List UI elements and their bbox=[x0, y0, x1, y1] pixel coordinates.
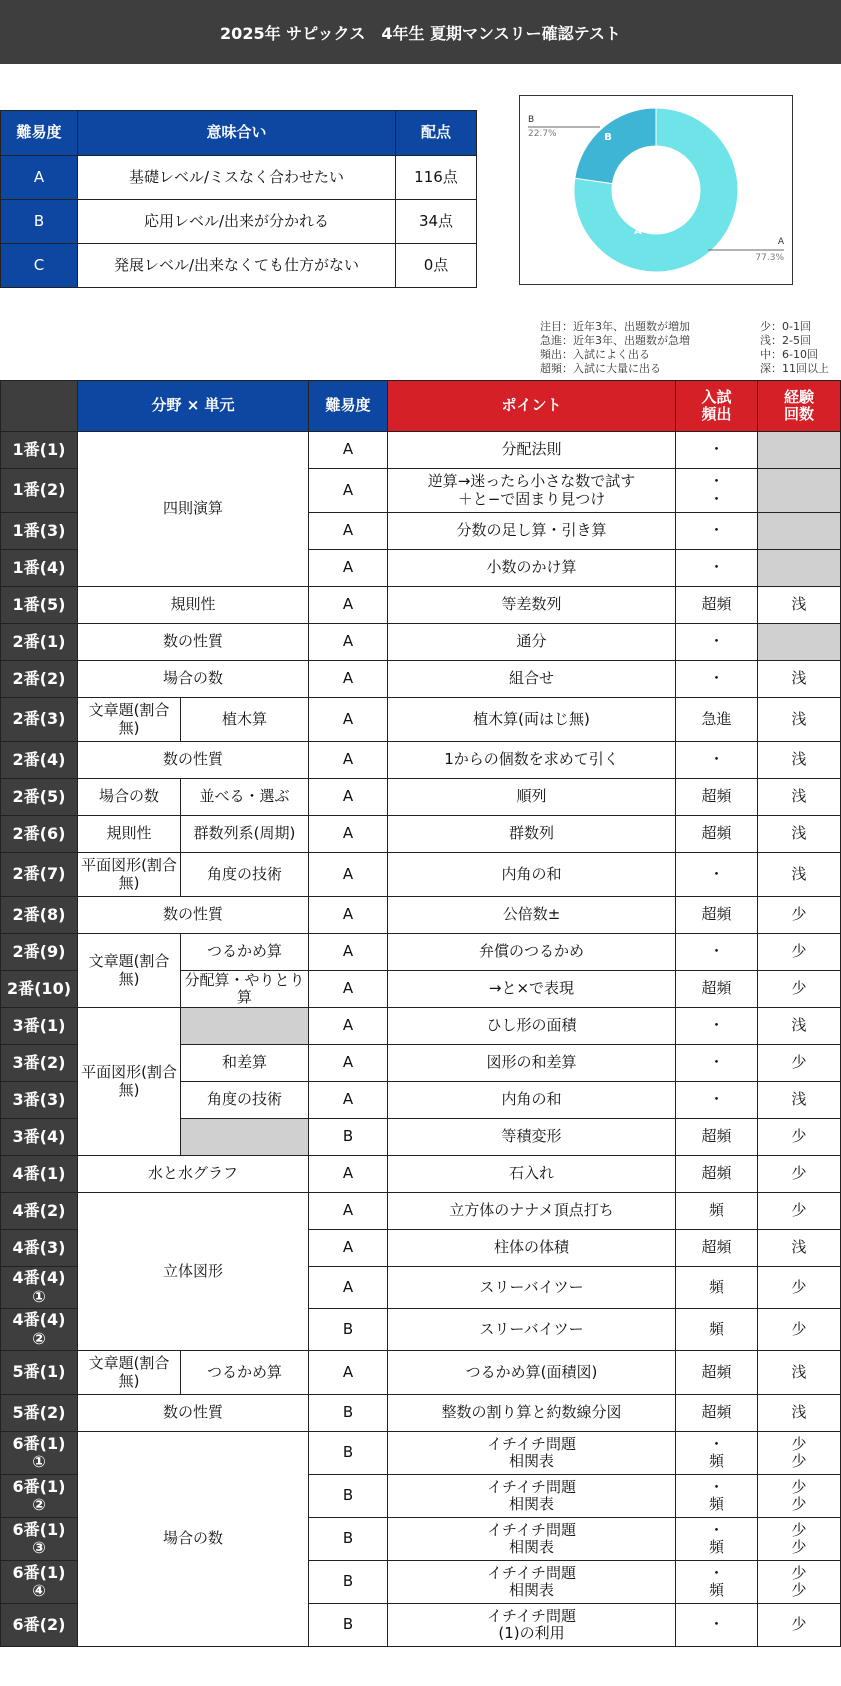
legend-experience bbox=[760, 320, 829, 376]
donut-svg bbox=[520, 96, 792, 284]
experience-cell: 少 bbox=[758, 1119, 841, 1156]
frequency-cell: ・ bbox=[676, 934, 758, 971]
table-row bbox=[1, 624, 841, 661]
legend-frequency bbox=[540, 320, 690, 376]
point-cell: 弁償のつるかめ bbox=[388, 934, 676, 971]
difficulty-cell: A bbox=[309, 1156, 388, 1193]
point-cell: 群数列 bbox=[388, 816, 676, 853]
frequency-cell: 超頻 bbox=[676, 816, 758, 853]
legend-line: 深：11回以上 bbox=[760, 362, 829, 375]
question-number: 1番(3) bbox=[1, 513, 78, 550]
difficulty-cell: A bbox=[309, 1082, 388, 1119]
experience-cell: 少 bbox=[758, 1267, 841, 1309]
field-cell: 平面図形(割合無) bbox=[78, 1008, 181, 1156]
frequency-cell: 超頻 bbox=[676, 1395, 758, 1432]
page-title: 2025年 サピックス 4年生 夏期マンスリー確認テスト bbox=[0, 0, 841, 64]
experience-cell: 少 bbox=[758, 1604, 841, 1647]
difficulty-cell: A bbox=[309, 742, 388, 779]
point-cell: 分数の足し算・引き算 bbox=[388, 513, 676, 550]
table-row bbox=[1, 1351, 841, 1395]
question-number: 2番(4) bbox=[1, 742, 78, 779]
difficulty-cell: A bbox=[309, 513, 388, 550]
difficulty-cell: B bbox=[309, 1395, 388, 1432]
frequency-cell: ・ bbox=[676, 624, 758, 661]
experience-cell: 少 少 bbox=[758, 1518, 841, 1561]
frequency-cell: ・ 頻 bbox=[676, 1475, 758, 1518]
value-label-b: 22.7% bbox=[528, 129, 557, 139]
experience-cell bbox=[758, 624, 841, 661]
table-row bbox=[1, 934, 841, 971]
question-number: 4番(1) bbox=[1, 1156, 78, 1193]
header-experience: 経験 回数 bbox=[758, 381, 841, 432]
question-number: 4番(3) bbox=[1, 1230, 78, 1267]
table-row bbox=[1, 779, 841, 816]
question-number: 6番(1) ③ bbox=[1, 1518, 78, 1561]
frequency-cell: 超頻 bbox=[676, 1119, 758, 1156]
question-number: 6番(1) ② bbox=[1, 1475, 78, 1518]
table-row bbox=[1, 1156, 841, 1193]
question-number: 2番(1) bbox=[1, 624, 78, 661]
question-number: 2番(8) bbox=[1, 897, 78, 934]
question-number: 6番(1) ① bbox=[1, 1432, 78, 1475]
difficulty-cell: B bbox=[309, 1475, 388, 1518]
value-label-a: 77.3% bbox=[755, 253, 784, 263]
table-row bbox=[1, 661, 841, 698]
unit-cell bbox=[181, 1119, 309, 1156]
question-number: 5番(1) bbox=[1, 1351, 78, 1395]
frequency-cell: ・ bbox=[676, 1045, 758, 1082]
field-cell: 平面図形(割合無) bbox=[78, 853, 181, 897]
experience-cell bbox=[758, 469, 841, 513]
experience-cell bbox=[758, 513, 841, 550]
question-number: 3番(3) bbox=[1, 1082, 78, 1119]
frequency-cell: ・ bbox=[676, 742, 758, 779]
frequency-cell: 超頻 bbox=[676, 971, 758, 1008]
field-cell: 文章題(割合無) bbox=[78, 934, 181, 1008]
slice-label-b: B bbox=[604, 132, 612, 143]
point-cell: 柱体の体積 bbox=[388, 1230, 676, 1267]
experience-cell: 浅 bbox=[758, 1008, 841, 1045]
point-cell: 逆算→迷ったら小さな数で試す ＋と−で固まり見つけ bbox=[388, 469, 676, 513]
difficulty-cell: A bbox=[309, 1008, 388, 1045]
point-cell: 石入れ bbox=[388, 1156, 676, 1193]
difficulty-cell: B bbox=[309, 1432, 388, 1475]
frequency-cell: 超頻 bbox=[676, 1230, 758, 1267]
outer-label-a: A bbox=[777, 237, 784, 247]
donut-chart bbox=[519, 95, 793, 285]
point-cell: 組合せ bbox=[388, 661, 676, 698]
header-number bbox=[1, 381, 78, 432]
points-a: 116点 bbox=[396, 156, 477, 200]
frequency-cell: ・ bbox=[676, 550, 758, 587]
frequency-cell: 急進 bbox=[676, 698, 758, 742]
experience-cell: 少 bbox=[758, 1193, 841, 1230]
outer-label-b: B bbox=[528, 115, 535, 125]
experience-cell: 浅 bbox=[758, 1395, 841, 1432]
field-cell: 場合の数 bbox=[78, 779, 181, 816]
main-table bbox=[0, 380, 841, 1647]
header-difficulty: 難易度 bbox=[309, 381, 388, 432]
question-number: 6番(2) bbox=[1, 1604, 78, 1647]
meaning-a: 基礎レベル/ミスなく合わせたい bbox=[78, 156, 396, 200]
point-cell: 小数のかけ算 bbox=[388, 550, 676, 587]
point-cell: つるかめ算(面積図) bbox=[388, 1351, 676, 1395]
point-cell: 等差数列 bbox=[388, 587, 676, 624]
field-cell: 数の性質 bbox=[78, 624, 309, 661]
table-row bbox=[1, 1432, 841, 1475]
frequency-cell: ・ bbox=[676, 1008, 758, 1045]
unit-cell: 角度の技術 bbox=[181, 1082, 309, 1119]
experience-cell bbox=[758, 550, 841, 587]
question-number: 3番(2) bbox=[1, 1045, 78, 1082]
legend-line: 頻出：入試によく出る bbox=[540, 348, 650, 361]
frequency-cell: 超頻 bbox=[676, 587, 758, 624]
difficulty-cell: A bbox=[309, 432, 388, 469]
field-cell: 場合の数 bbox=[78, 661, 309, 698]
frequency-cell: 超頻 bbox=[676, 1351, 758, 1395]
experience-cell bbox=[758, 432, 841, 469]
point-cell: 整数の割り算と約数線分図 bbox=[388, 1395, 676, 1432]
point-cell: イチイチ問題 (1)の利用 bbox=[388, 1604, 676, 1647]
difficulty-cell: A bbox=[309, 1351, 388, 1395]
difficulty-cell: A bbox=[309, 661, 388, 698]
frequency-cell: 頻 bbox=[676, 1309, 758, 1351]
point-cell: スリーバイツー bbox=[388, 1309, 676, 1351]
unit-cell bbox=[181, 1008, 309, 1045]
difficulty-cell: A bbox=[309, 624, 388, 661]
experience-cell: 少 bbox=[758, 897, 841, 934]
legend-line: 急進：近年3年、出題数が急増 bbox=[540, 334, 690, 347]
frequency-cell: ・ 頻 bbox=[676, 1432, 758, 1475]
frequency-cell: ・ ・ bbox=[676, 469, 758, 513]
table-row bbox=[1, 1193, 841, 1230]
experience-cell: 少 少 bbox=[758, 1561, 841, 1604]
difficulty-cell: A bbox=[309, 853, 388, 897]
question-number: 6番(1) ④ bbox=[1, 1561, 78, 1604]
difficulty-cell: B bbox=[309, 1518, 388, 1561]
difficulty-cell: A bbox=[309, 587, 388, 624]
level-a: A bbox=[1, 156, 78, 200]
difficulty-cell: A bbox=[309, 816, 388, 853]
question-number: 2番(7) bbox=[1, 853, 78, 897]
frequency-cell: ・ 頻 bbox=[676, 1518, 758, 1561]
point-cell: 立方体のナナメ頂点打ち bbox=[388, 1193, 676, 1230]
slice-b bbox=[575, 108, 656, 184]
point-cell: スリーバイツー bbox=[388, 1267, 676, 1309]
field-cell: 規則性 bbox=[78, 587, 309, 624]
field-cell: 数の性質 bbox=[78, 1395, 309, 1432]
field-cell: 数の性質 bbox=[78, 897, 309, 934]
unit-cell: 分配算・やりとり算 bbox=[181, 971, 309, 1008]
question-number: 2番(6) bbox=[1, 816, 78, 853]
point-cell: →と×で表現 bbox=[388, 971, 676, 1008]
experience-cell: 少 少 bbox=[758, 1475, 841, 1518]
question-number: 4番(2) bbox=[1, 1193, 78, 1230]
frequency-cell: ・ bbox=[676, 853, 758, 897]
experience-cell: 少 bbox=[758, 1156, 841, 1193]
meaning-b: 応用レベル/出来が分かれる bbox=[78, 200, 396, 244]
frequency-cell: 超頻 bbox=[676, 779, 758, 816]
point-cell: 等積変形 bbox=[388, 1119, 676, 1156]
legend-line: 中：6-10回 bbox=[760, 348, 818, 361]
unit-cell: 並べる・選ぶ bbox=[181, 779, 309, 816]
difficulty-cell: B bbox=[309, 1119, 388, 1156]
experience-cell: 少 少 bbox=[758, 1432, 841, 1475]
question-number: 4番(4) ② bbox=[1, 1309, 78, 1351]
unit-cell: 和差算 bbox=[181, 1045, 309, 1082]
difficulty-cell: A bbox=[309, 1045, 388, 1082]
table-row bbox=[1, 742, 841, 779]
header-points: 配点 bbox=[396, 111, 477, 156]
question-number: 2番(9) bbox=[1, 934, 78, 971]
legend-line: 少：0-1回 bbox=[760, 320, 811, 333]
unit-cell: つるかめ算 bbox=[181, 934, 309, 971]
level-b: B bbox=[1, 200, 78, 244]
field-cell: 四則演算 bbox=[78, 432, 309, 587]
unit-cell: つるかめ算 bbox=[181, 1351, 309, 1395]
experience-cell: 浅 bbox=[758, 853, 841, 897]
point-cell: 通分 bbox=[388, 624, 676, 661]
frequency-cell: ・ bbox=[676, 1082, 758, 1119]
frequency-cell: 超頻 bbox=[676, 897, 758, 934]
difficulty-cell: A bbox=[309, 1193, 388, 1230]
difficulty-cell: B bbox=[309, 1604, 388, 1647]
question-number: 2番(2) bbox=[1, 661, 78, 698]
difficulty-cell: A bbox=[309, 1230, 388, 1267]
field-cell: 水と水グラフ bbox=[78, 1156, 309, 1193]
experience-cell: 浅 bbox=[758, 1351, 841, 1395]
header-difficulty: 難易度 bbox=[1, 111, 78, 156]
point-cell: 内角の和 bbox=[388, 853, 676, 897]
difficulty-cell: A bbox=[309, 469, 388, 513]
level-c: C bbox=[1, 244, 78, 288]
question-number: 5番(2) bbox=[1, 1395, 78, 1432]
slice-label-a: A bbox=[634, 226, 642, 237]
unit-cell: 植木算 bbox=[181, 698, 309, 742]
question-number: 3番(4) bbox=[1, 1119, 78, 1156]
table-row bbox=[1, 698, 841, 742]
point-cell: イチイチ問題 相関表 bbox=[388, 1432, 676, 1475]
question-number: 1番(5) bbox=[1, 587, 78, 624]
point-cell: 植木算(両はじ無) bbox=[388, 698, 676, 742]
legend-line: 浅：2-5回 bbox=[760, 334, 811, 347]
experience-cell: 浅 bbox=[758, 661, 841, 698]
field-cell: 文章題(割合無) bbox=[78, 1351, 181, 1395]
difficulty-cell: A bbox=[309, 934, 388, 971]
point-cell: 分配法則 bbox=[388, 432, 676, 469]
difficulty-cell: A bbox=[309, 897, 388, 934]
point-cell: 順列 bbox=[388, 779, 676, 816]
points-c: 0点 bbox=[396, 244, 477, 288]
header-meaning: 意味合い bbox=[78, 111, 396, 156]
question-number: 4番(4) ① bbox=[1, 1267, 78, 1309]
header-frequency: 入試 頻出 bbox=[676, 381, 758, 432]
field-cell: 文章題(割合無) bbox=[78, 698, 181, 742]
field-cell: 場合の数 bbox=[78, 1432, 309, 1647]
field-cell: 数の性質 bbox=[78, 742, 309, 779]
experience-cell: 少 bbox=[758, 1045, 841, 1082]
experience-cell: 少 bbox=[758, 971, 841, 1008]
difficulty-cell: A bbox=[309, 698, 388, 742]
frequency-cell: ・ bbox=[676, 432, 758, 469]
table-row bbox=[1, 587, 841, 624]
legend-line: 超頻：入試に大量に出る bbox=[540, 362, 661, 375]
unit-cell: 角度の技術 bbox=[181, 853, 309, 897]
difficulty-cell: A bbox=[309, 550, 388, 587]
frequency-cell: ・ 頻 bbox=[676, 1561, 758, 1604]
question-number: 2番(10) bbox=[1, 971, 78, 1008]
experience-cell: 浅 bbox=[758, 1082, 841, 1119]
question-number: 1番(1) bbox=[1, 432, 78, 469]
point-cell: ひし形の面積 bbox=[388, 1008, 676, 1045]
difficulty-cell: B bbox=[309, 1561, 388, 1604]
experience-cell: 浅 bbox=[758, 1230, 841, 1267]
meaning-c: 発展レベル/出来なくても仕方がない bbox=[78, 244, 396, 288]
point-cell: イチイチ問題 相関表 bbox=[388, 1518, 676, 1561]
frequency-cell: 頻 bbox=[676, 1267, 758, 1309]
difficulty-cell: A bbox=[309, 779, 388, 816]
question-number: 2番(3) bbox=[1, 698, 78, 742]
point-cell: イチイチ問題 相関表 bbox=[388, 1561, 676, 1604]
point-cell: 内角の和 bbox=[388, 1082, 676, 1119]
field-cell: 立体図形 bbox=[78, 1193, 309, 1351]
experience-cell: 浅 bbox=[758, 742, 841, 779]
table-row bbox=[1, 853, 841, 897]
frequency-cell: ・ bbox=[676, 513, 758, 550]
experience-cell: 少 bbox=[758, 934, 841, 971]
experience-cell: 浅 bbox=[758, 816, 841, 853]
table-row bbox=[1, 816, 841, 853]
header-point: ポイント bbox=[388, 381, 676, 432]
frequency-cell: ・ bbox=[676, 661, 758, 698]
point-cell: 公倍数± bbox=[388, 897, 676, 934]
question-number: 2番(5) bbox=[1, 779, 78, 816]
point-cell: イチイチ問題 相関表 bbox=[388, 1475, 676, 1518]
difficulty-cell: A bbox=[309, 1267, 388, 1309]
question-number: 1番(4) bbox=[1, 550, 78, 587]
experience-cell: 浅 bbox=[758, 587, 841, 624]
point-cell: 図形の和差算 bbox=[388, 1045, 676, 1082]
experience-cell: 浅 bbox=[758, 779, 841, 816]
point-cell: 1からの個数を求めて引く bbox=[388, 742, 676, 779]
points-b: 34点 bbox=[396, 200, 477, 244]
frequency-cell: 超頻 bbox=[676, 1156, 758, 1193]
difficulty-cell: B bbox=[309, 1309, 388, 1351]
unit-cell: 群数列系(周期) bbox=[181, 816, 309, 853]
experience-cell: 浅 bbox=[758, 698, 841, 742]
difficulty-cell: A bbox=[309, 971, 388, 1008]
difficulty-table bbox=[0, 110, 477, 288]
experience-cell: 少 bbox=[758, 1309, 841, 1351]
table-row bbox=[1, 1008, 841, 1045]
frequency-cell: 頻 bbox=[676, 1193, 758, 1230]
question-number: 1番(2) bbox=[1, 469, 78, 513]
header-field: 分野 × 単元 bbox=[78, 381, 309, 432]
table-row bbox=[1, 432, 841, 469]
frequency-cell: ・ bbox=[676, 1604, 758, 1647]
legend-line: 注目：近年3年、出題数が増加 bbox=[540, 320, 690, 333]
table-row bbox=[1, 1395, 841, 1432]
table-row bbox=[1, 897, 841, 934]
question-number: 3番(1) bbox=[1, 1008, 78, 1045]
field-cell: 規則性 bbox=[78, 816, 181, 853]
